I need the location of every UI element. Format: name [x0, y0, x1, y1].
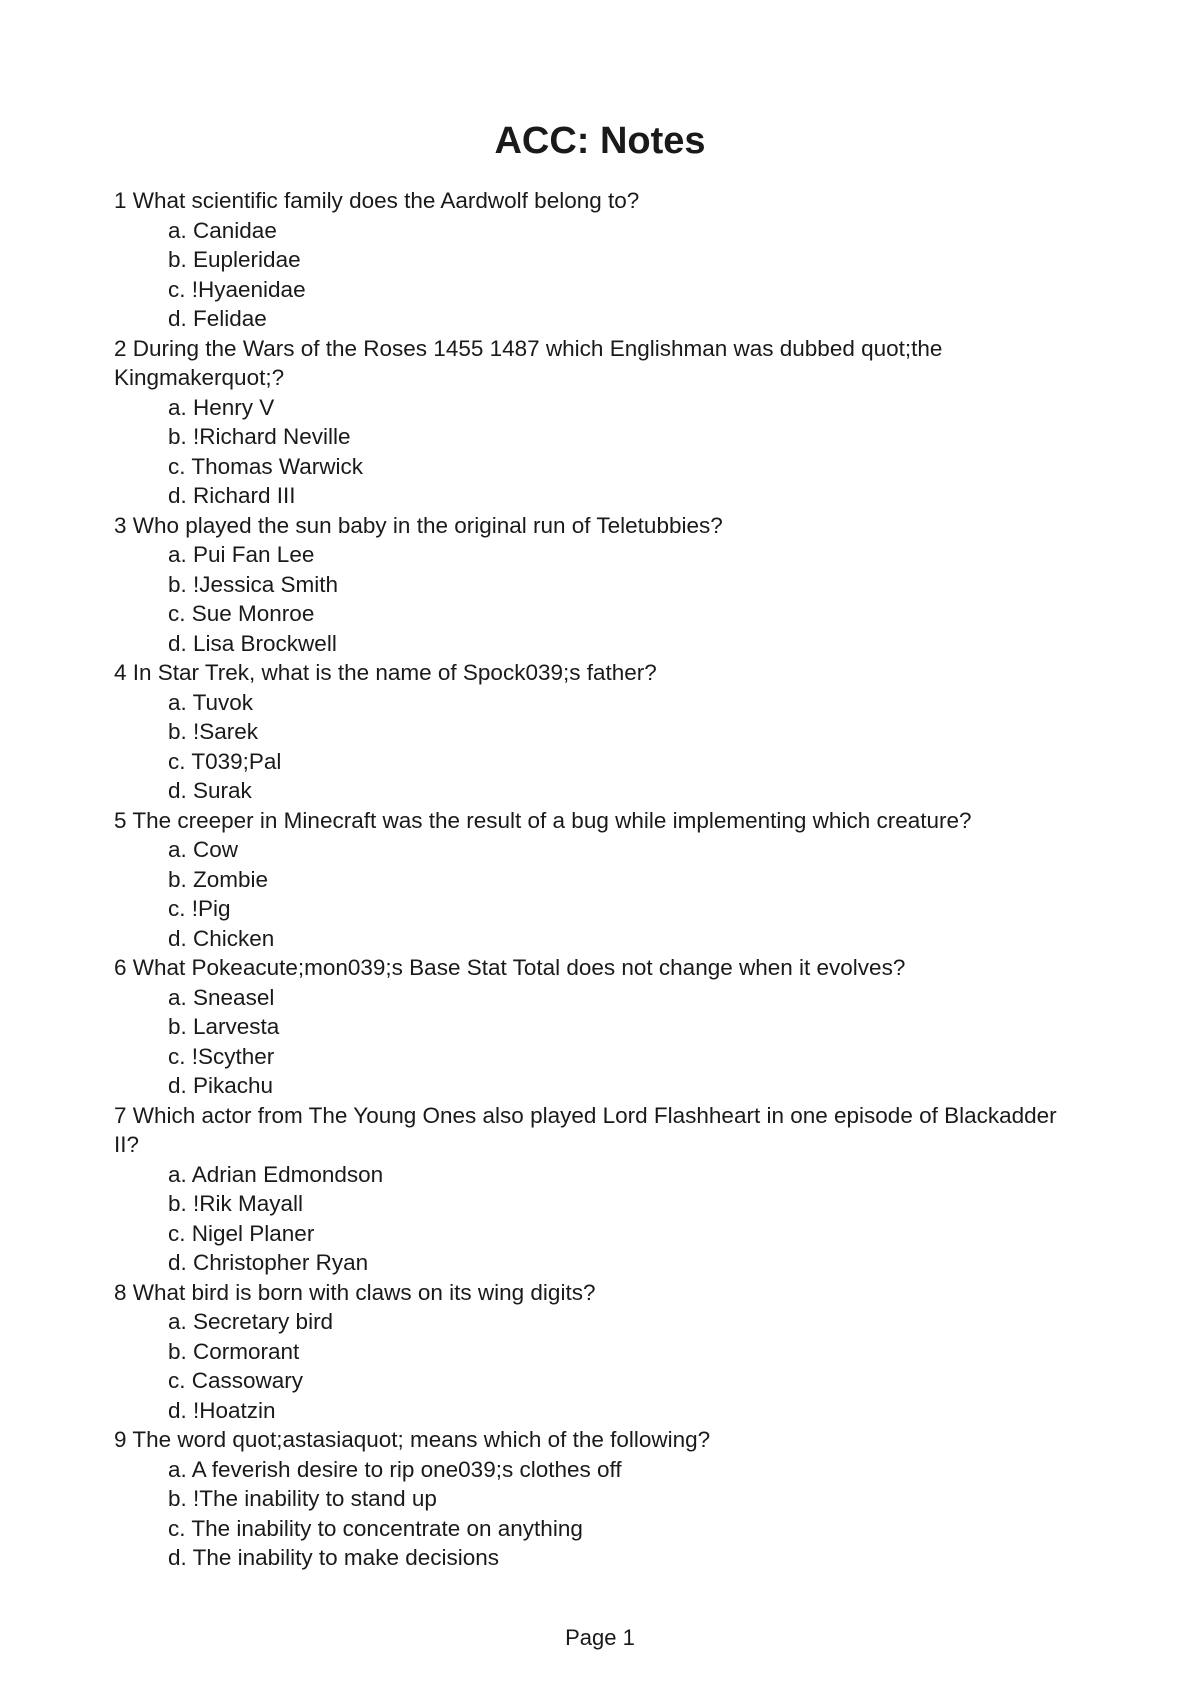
answer-option: c. T039;Pal — [168, 748, 282, 774]
answer-option: d. Lisa Brockwell — [168, 630, 337, 656]
question-text: 9 The word quot;astasiaquot; means which of the following? — [114, 1427, 711, 1452]
answer-options — [114, 1307, 1074, 1425]
answer-option: a. Tuvok — [168, 689, 254, 715]
answer-option: c. !Hyaenidae — [168, 276, 306, 302]
answer-option: a. Pui Fan Lee — [168, 542, 315, 567]
answer-option: a. Secretary bird — [168, 1309, 334, 1334]
answer-option: d. Pikachu — [168, 1073, 274, 1098]
question-text: 5 The creeper in Minecraft was the result of a bug while implementing which creature? — [114, 807, 972, 833]
answer-option: d. Chicken — [168, 925, 275, 951]
question-text: 1 What scientific family does the Aardwolf belong to? — [114, 188, 640, 213]
answer-option: b. Larvesta — [168, 1014, 280, 1039]
question-item — [114, 658, 1074, 806]
answer-options — [114, 835, 1074, 953]
answer-option: b. !Jessica Smith — [168, 571, 339, 597]
answer-option: d. Richard III — [168, 483, 296, 508]
question-text: 2 During the Wars of the Roses 1455 1487 which Englishman was dubbed quot;the Kingmakerquot;? — [114, 335, 943, 390]
answer-option: b. !Rik Mayall — [168, 1191, 304, 1216]
page-number: Page 1 — [565, 1625, 635, 1650]
answer-options — [114, 393, 1074, 511]
answer-option: c. Thomas Warwick — [168, 453, 364, 479]
answer-option: a. Adrian Edmondson — [168, 1161, 384, 1187]
question-item — [114, 953, 1074, 1101]
question-item — [114, 1278, 1074, 1426]
answer-option: d. Christopher Ryan — [168, 1250, 369, 1275]
question-item — [114, 806, 1074, 954]
answer-option: b. Eupleridae — [168, 247, 301, 272]
answer-option: d. The inability to make decisions — [168, 1545, 500, 1570]
page-title: ACC: Notes — [494, 120, 706, 162]
answer-option: b. !Sarek — [168, 719, 259, 744]
answer-options — [114, 540, 1074, 658]
answer-option: a. Cow — [168, 837, 239, 862]
answer-option: a. Sneasel — [168, 984, 275, 1010]
answer-option: a. Canidae — [168, 217, 277, 243]
question-text: 8 What bird is born with claws on its wing digits? — [114, 1279, 596, 1305]
question-text: 4 In Star Trek, what is the name of Spock039;s father? — [114, 660, 657, 685]
question-item — [114, 186, 1074, 334]
question-item — [114, 511, 1074, 659]
answer-option: d. Felidae — [168, 306, 267, 331]
answer-option: b. Cormorant — [168, 1338, 300, 1364]
question-item — [114, 1425, 1074, 1573]
answer-option: a. Henry V — [168, 394, 275, 420]
answer-options — [114, 216, 1074, 334]
question-list — [114, 186, 1074, 1573]
answer-option: a. A feverish desire to rip one039;s clothes off — [168, 1456, 622, 1482]
answer-option: b. !Richard Neville — [168, 424, 351, 449]
question-text: 6 What Pokeacute;mon039;s Base Stat Total does not change when it evolves? — [114, 955, 906, 980]
answer-option: c. !Pig — [168, 896, 231, 921]
question-text: 7 Which actor from The Young Ones also played Lord Flashheart in one episode of Blackadder II? — [114, 1102, 1057, 1157]
question-text: 3 Who played the sun baby in the original run of Teletubbies? — [114, 512, 723, 538]
answer-options — [114, 1455, 1074, 1573]
answer-option: d. Surak — [168, 778, 252, 803]
answer-option: c. Cassowary — [168, 1368, 304, 1393]
answer-option: c. Nigel Planer — [168, 1220, 315, 1246]
question-item — [114, 1101, 1074, 1278]
answer-options — [114, 688, 1074, 806]
answer-option: c. !Scyther — [168, 1043, 275, 1069]
answer-option: b. !The inability to stand up — [168, 1486, 437, 1511]
answer-option: c. Sue Monroe — [168, 601, 315, 626]
question-item — [114, 334, 1074, 511]
answer-option: d. !Hoatzin — [168, 1397, 276, 1423]
answer-option: b. Zombie — [168, 866, 269, 892]
answer-options — [114, 1160, 1074, 1278]
answer-options — [114, 983, 1074, 1101]
answer-option: c. The inability to concentrate on anything — [168, 1515, 583, 1541]
